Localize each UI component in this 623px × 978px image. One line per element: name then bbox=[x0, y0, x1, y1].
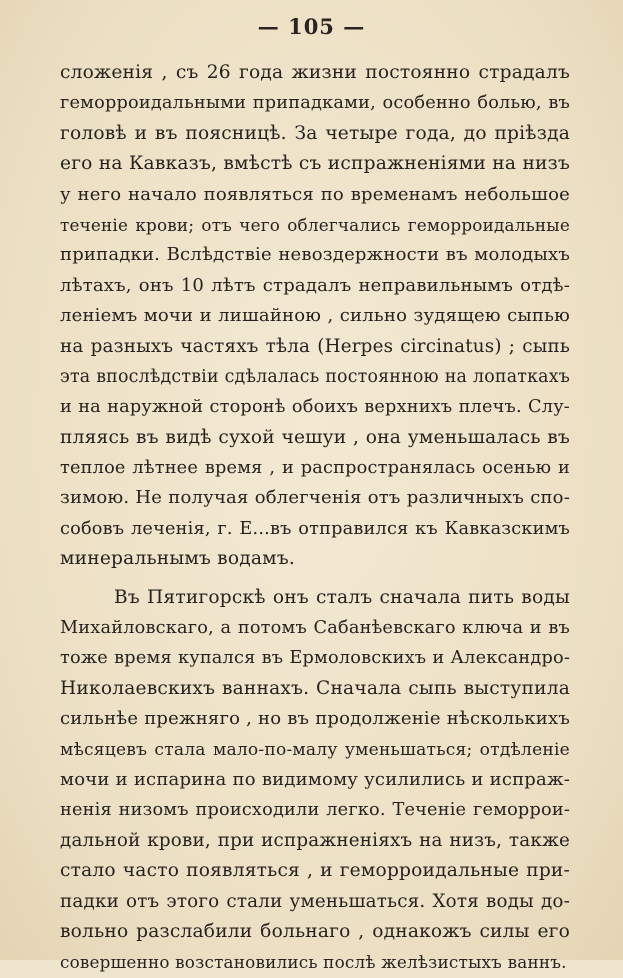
text-line: тоже время купался въ Ермоловскихъ и Александро- bbox=[60, 648, 570, 669]
text-line: сложенія , съ 26 года жизни постоянно страдалъ bbox=[60, 62, 570, 83]
text-line: минеральнымъ водамъ. bbox=[60, 548, 295, 570]
page-number: — 105 — bbox=[257, 14, 366, 39]
text-line: пляясь въ видѣ сухой чешуи , она уменьшалась въ bbox=[60, 426, 570, 448]
text-line: теплое лѣтнее время , и распространялась осенью и bbox=[60, 458, 570, 479]
text-line: головѣ и въ поясницѣ. За четыре года, до пріѣзда bbox=[60, 122, 570, 144]
text-line: геморроидальными припадками, особенно болью, въ bbox=[60, 93, 570, 114]
text-line: стало часто появляться , и геморроидальные при- bbox=[60, 860, 570, 882]
text-line: лѣтахъ, онъ 10 лѣтъ страдалъ неправильнымъ отдѣ- bbox=[60, 274, 570, 296]
text-line: Михайловскаго, а потомъ Сабанѣевскаго ключа и въ bbox=[60, 618, 570, 639]
text-line: на разныхъ частяхъ тѣла (Herpes circinatus) ; сыпь bbox=[60, 335, 570, 357]
text-line: его на Кавказъ, вмѣстѣ съ испражненіями на низъ bbox=[60, 153, 570, 175]
text-line: зимою. Не получая облегченія отъ различныхъ спо- bbox=[60, 487, 570, 509]
text-line: мѣсяцевъ стала мало-по-малу уменьшаться; отдѣленіе bbox=[60, 739, 570, 760]
text-line: совершенно возстановились послѣ желѣзистыхъ ваннъ. bbox=[60, 952, 567, 973]
body-text bbox=[60, 58, 570, 978]
text-line: сильнѣе прежняго , но въ продолженіе нѣсколькихъ bbox=[60, 708, 570, 730]
paragraph-gap bbox=[60, 575, 570, 583]
text-line: собовъ леченія, г. Е...въ отправился къ Кавказскимъ bbox=[60, 518, 570, 539]
text-line: Въ Пятигорскѣ онъ сталъ сначала пить воды bbox=[114, 586, 570, 608]
paragraph bbox=[60, 58, 570, 575]
text-line: дальной крови, при испражненіяхъ на низъ, также bbox=[60, 829, 570, 851]
text-line: мочи и испарина по видимому усилились и испраж- bbox=[60, 768, 570, 790]
text-line: леніемъ мочи и лишайною , сильно зудящею сыпью bbox=[60, 305, 570, 327]
text-line: ненія низомъ происходили легко. Теченіе геморрои- bbox=[60, 800, 570, 821]
text-line: падки отъ этого стали уменьшаться. Хотя воды до- bbox=[60, 890, 570, 912]
text-line: теченіе крови; отъ чего облегчались геморроидальные bbox=[60, 214, 570, 235]
text-line: эта впослѣдствіи сдѣлалась постоянною на лопаткахъ bbox=[60, 366, 570, 387]
text-line: припадки. Вслѣдствіе невоздержности въ молодыхъ bbox=[60, 244, 570, 266]
text-line: Николаевскихъ ваннахъ. Сначала сыпь выступила bbox=[60, 677, 570, 699]
text-line: у него начало появляться по временамъ небольшое bbox=[60, 183, 570, 205]
paragraph bbox=[60, 583, 570, 978]
text-line: вольно разслабили больнаго , однакожъ силы его bbox=[60, 920, 570, 942]
text-line: и на наружной сторонѣ обоихъ верхнихъ плечъ. Слу- bbox=[60, 397, 570, 418]
